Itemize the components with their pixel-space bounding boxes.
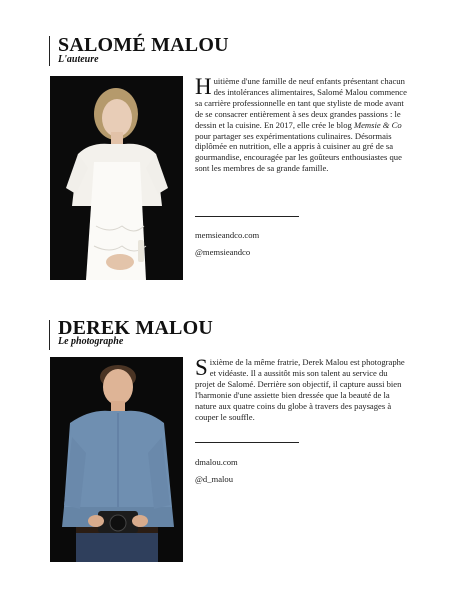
author-name-salome: SALOMÉ MALOU — [58, 34, 229, 56]
bio-text-salome-part1: uitième d'une famille de neuf enfants présentant chacun des intolérances alimentaires, Salomé Malou commence sa carrière professionnelle en tant que styliste de mode avant de se consacrer entièrement à ses deux grandes passions : le dessin et la cuisine. En 2017, elle crée le blog — [195, 76, 407, 130]
author-name-derek: DEREK MALOU — [58, 317, 213, 339]
website-link-salome[interactable]: memsieandco.com — [195, 230, 260, 240]
separator-derek — [195, 442, 299, 443]
website-link-derek[interactable]: dmalou.com — [195, 457, 238, 467]
separator-salome — [195, 216, 299, 217]
section-divider-salome — [49, 36, 50, 66]
bio-dropcap-salome: H — [195, 74, 212, 99]
author-role-salome: L'auteure — [58, 54, 99, 65]
author-role-derek: Le photographe — [58, 336, 124, 347]
photo-derek — [50, 357, 183, 562]
author-bio-salome — [195, 76, 409, 174]
bio-text-salome-part2: pour partager ses expérimentations culinaires. Désormais diplômée en nutrition, elle a appris à cuisiner au gré de sa gourmandise, encouragée par les goûteurs enthousiastes que sont les membres de sa grande famille. — [195, 130, 402, 174]
author-bio-derek — [195, 357, 409, 422]
bio-text-derek: ixième de la même fratrie, Derek Malou est photographe et vidéaste. Il a aussitôt mis son talent au service du projet de Salomé. Derrière son objectif, il capture aussi bien l'harmonie d'une assiette bien dressée que la beauté de la nature aux quatre coins du globe à travers des paysages à couper le souffle. — [195, 357, 405, 422]
section-divider-derek — [49, 320, 50, 350]
social-handle-salome[interactable]: @memsieandco — [195, 247, 251, 257]
social-handle-derek[interactable]: @d_malou — [195, 474, 233, 484]
photo-salome — [50, 76, 183, 280]
blog-name: Memsie & Co — [353, 119, 402, 130]
bio-dropcap-derek: S — [195, 355, 208, 380]
